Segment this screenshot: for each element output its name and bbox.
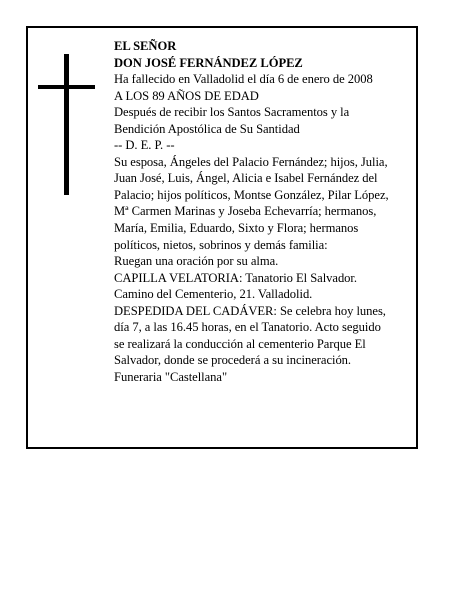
chapel-line-1: CAPILLA VELATORIA: Tanatorio El Salvador. (114, 270, 357, 285)
chapel-line-2: Camino del Cementerio, 21. Valladolid. (114, 287, 313, 302)
cross-icon-horizontal-bar (38, 85, 95, 89)
rip-line: -- D. E. P. -- (114, 138, 175, 153)
family-line-6: políticos, nietos, sobrinos y demás familia: (114, 237, 328, 252)
cross-icon-vertical-bar (64, 54, 69, 195)
deceased-honorific: EL SEÑOR (114, 39, 177, 53)
family-line-5: María, Emilia, Eduardo, Sixto y Flora; hermanos (114, 221, 359, 236)
farewell-line-1: DESPEDIDA DEL CADÁVER: Se celebra hoy lunes, (114, 303, 386, 318)
family-line-2: Juan José, Luis, Ángel, Alicia e Isabel Fernández del (114, 171, 378, 186)
death-date-line: Ha fallecido en Valladolid el día 6 de enero de 2008 (114, 72, 373, 87)
sacraments-line-2: Bendición Apostólica de Su Santidad (114, 121, 300, 136)
sacraments-line-1: Después de recibir los Santos Sacramentos y la (114, 105, 350, 120)
farewell-line-3: se realizará la conducción al cementerio Parque El (114, 336, 366, 351)
farewell-line-4: Salvador, donde se procederá a su incineración. (114, 353, 352, 368)
family-line-3: Palacio; hijos políticos, Montse González, Pilar López, (114, 187, 389, 202)
family-line-4: Mª Carmen Marinas y Joseba Echevarría; hermanos, (114, 204, 377, 219)
farewell-line-2: día 7, a las 16.45 horas, en el Tanatorio. Acto seguido (114, 320, 381, 335)
deceased-name: DON JOSÉ FERNÁNDEZ LÓPEZ (114, 55, 303, 70)
family-line-1: Su esposa, Ángeles del Palacio Fernández; hijos, Julia, (114, 154, 388, 169)
prayer-request-line: Ruegan una oración por su alma. (114, 254, 279, 269)
obituary-text (114, 38, 410, 385)
age-line: A LOS 89 AÑOS DE EDAD (114, 88, 259, 103)
funeral-home-line: Funeraria "Castellana" (114, 369, 228, 384)
